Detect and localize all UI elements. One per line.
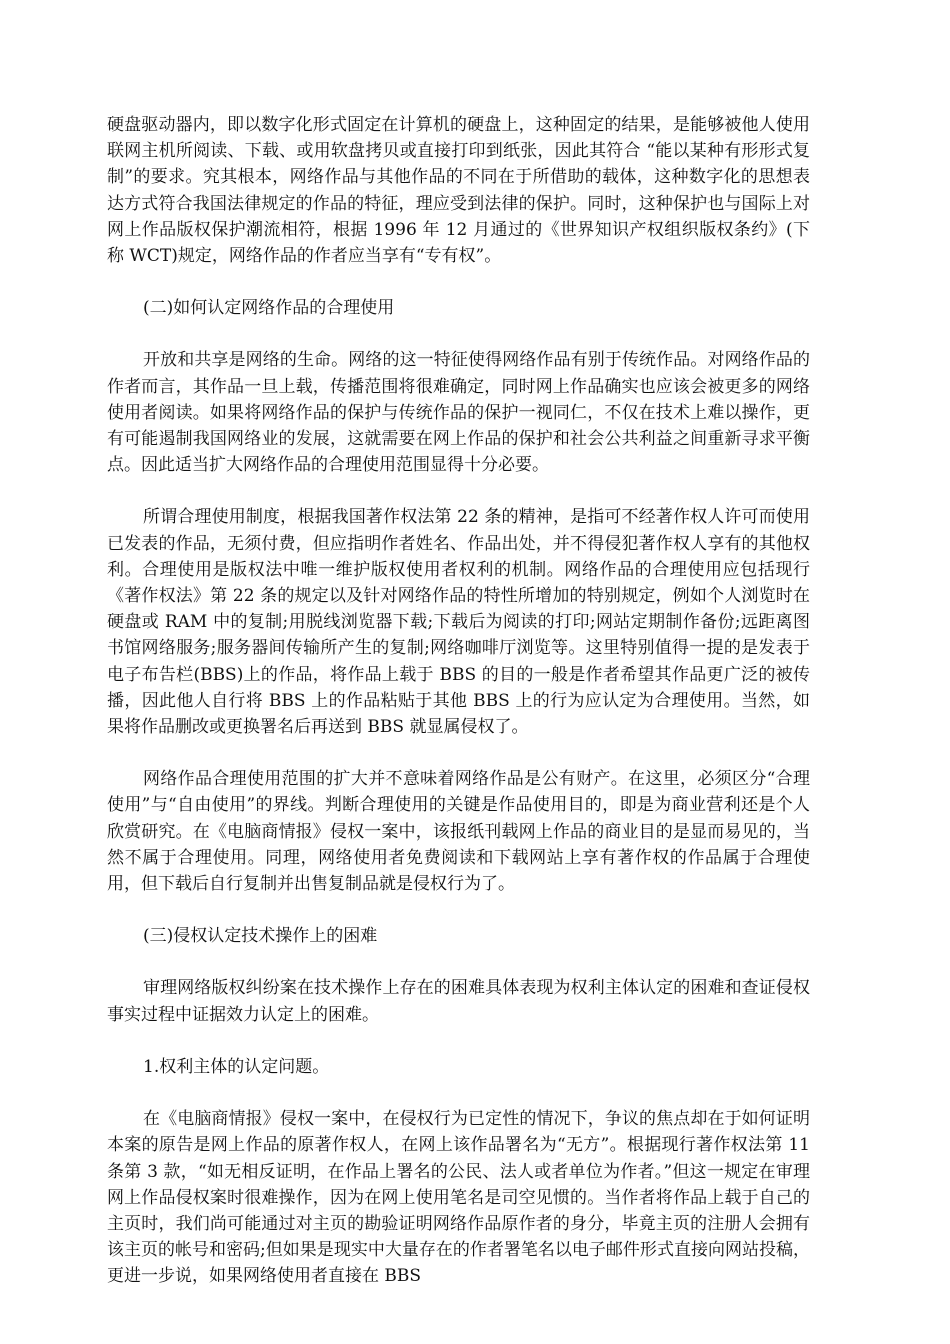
paragraph: 开放和共享是网络的生命。网络的这一特征使得网络作品有别于传统作品。对网络作品的作者而言，其作品一旦上载，传播范围将很难确定，同时网上作品确实也应该会被更多的网络使用者阅读。如果将网络作品的保护与传统作品的保护一视同仁，不仅在技术上难以操作，更有可能遏制我国网络业的发展，这就需要在网上作品的保护和社会公共利益之间重新寻求平衡点。因此适当扩大网络作品的合理使用范围显得十分必要。 [107, 350, 810, 476]
paragraph: 审理网络版权纠纷案在技术操作上存在的困难具体表现为权利主体认定的困难和查证侵权事实过程中证据效力认定上的困难。 [107, 978, 810, 1025]
paragraph-continuation: 硬盘驱动器内，即以数字化形式固定在计算机的硬盘上，这种固定的结果，是能够被他人使用联网主机所阅读、下载、或用软盘拷贝或直接打印到纸张，因此其符合 “能以某种有形形式复制”的要求。究其根本，网络作品与其他作品的不同在于所借助的载体，这种数字化的思想表达方式符合我国法律规定的作品的特征，理应受到法律的保护。同时，这种保护也与国际上对网上作品版权保护潮流相符，根据 1996 年 12 月通过的《世界知识产权组织版权条约》(下称 WCT)规定，网络作品的作者应当享有“专有权”。 [107, 115, 810, 267]
paragraph: 在《电脑商情报》侵权一案中，在侵权行为已定性的情况下，争议的焦点却在于如何证明本案的原告是网上作品的原著作权人，在网上该作品署名为“无方”。根据现行著作权法第 11 条第 3 款，“如无相反证明，在作品上署名的公民、法人或者单位为作者。”但这一规定在审理网上作品侵权案时很难操作，因为在网上使用笔名是司空见惯的。当作者将作品上载于自己的主页时，我们尚可能通过对主页的勘验证明网络作品原作者的身分，毕竟主页的注册人会拥有该主页的帐号和密码;但如果是现实中大量存在的作者署笔名以电子邮件形式直接向网站投稿，更进一步说，如果网络使用者直接在 BBS [107, 1109, 810, 1287]
subsection-heading-1: 1.权利主体的认定问题。 [143, 1056, 330, 1077]
section-heading-3: (三)侵权认定技术操作上的困难 [143, 926, 378, 947]
paragraph: 网络作品合理使用范围的扩大并不意味着网络作品是公有财产。在这里，必须区分“合理使用”与“自由使用”的界线。判断合理使用的关键是作品使用目的，即是为商业营利还是个人欣赏研究。在《电脑商情报》侵权一案中，该报纸刊载网上作品的商业目的是显而易见的，当然不属于合理使用。同理，网络使用者免费阅读和下载网站上享有著作权的作品属于合理使用，但下载后自行复制并出售复制品就是侵权行为了。 [107, 769, 810, 895]
section-heading-2: (二)如何认定网络作品的合理使用 [143, 298, 395, 319]
paragraph: 所谓合理使用制度，根据我国著作权法第 22 条的精神，是指可不经著作权人许可而使用已发表的作品，无须付费，但应指明作者姓名、作品出处，并不得侵犯著作权人享有的其他权利。合理使用是版权法中唯一维护版权使用者权利的机制。网络作品的合理使用应包括现行《著作权法》第 22 条的规定以及针对网络作品的特性所增加的特别规定，例如个人浏览时在硬盘或 RAM 中的复制;用脱线浏览器下载;下载后为阅读的打印;网站定期制作备份;远距离图书馆网络服务;服务器间传输所产生的复制;网络咖啡厅浏览等。这里特别值得一提的是发表于电子布告栏(BBS)上的作品，将作品上载于 BBS 的目的一般是作者希望其作品更广泛的被传播，因此他人自行将 BBS 上的作品粘贴于其他 BBS 上的行为应认定为合理使用。当然，如果将作品删改或更换署名后再送到 BBS 就显属侵权了。 [107, 507, 810, 738]
